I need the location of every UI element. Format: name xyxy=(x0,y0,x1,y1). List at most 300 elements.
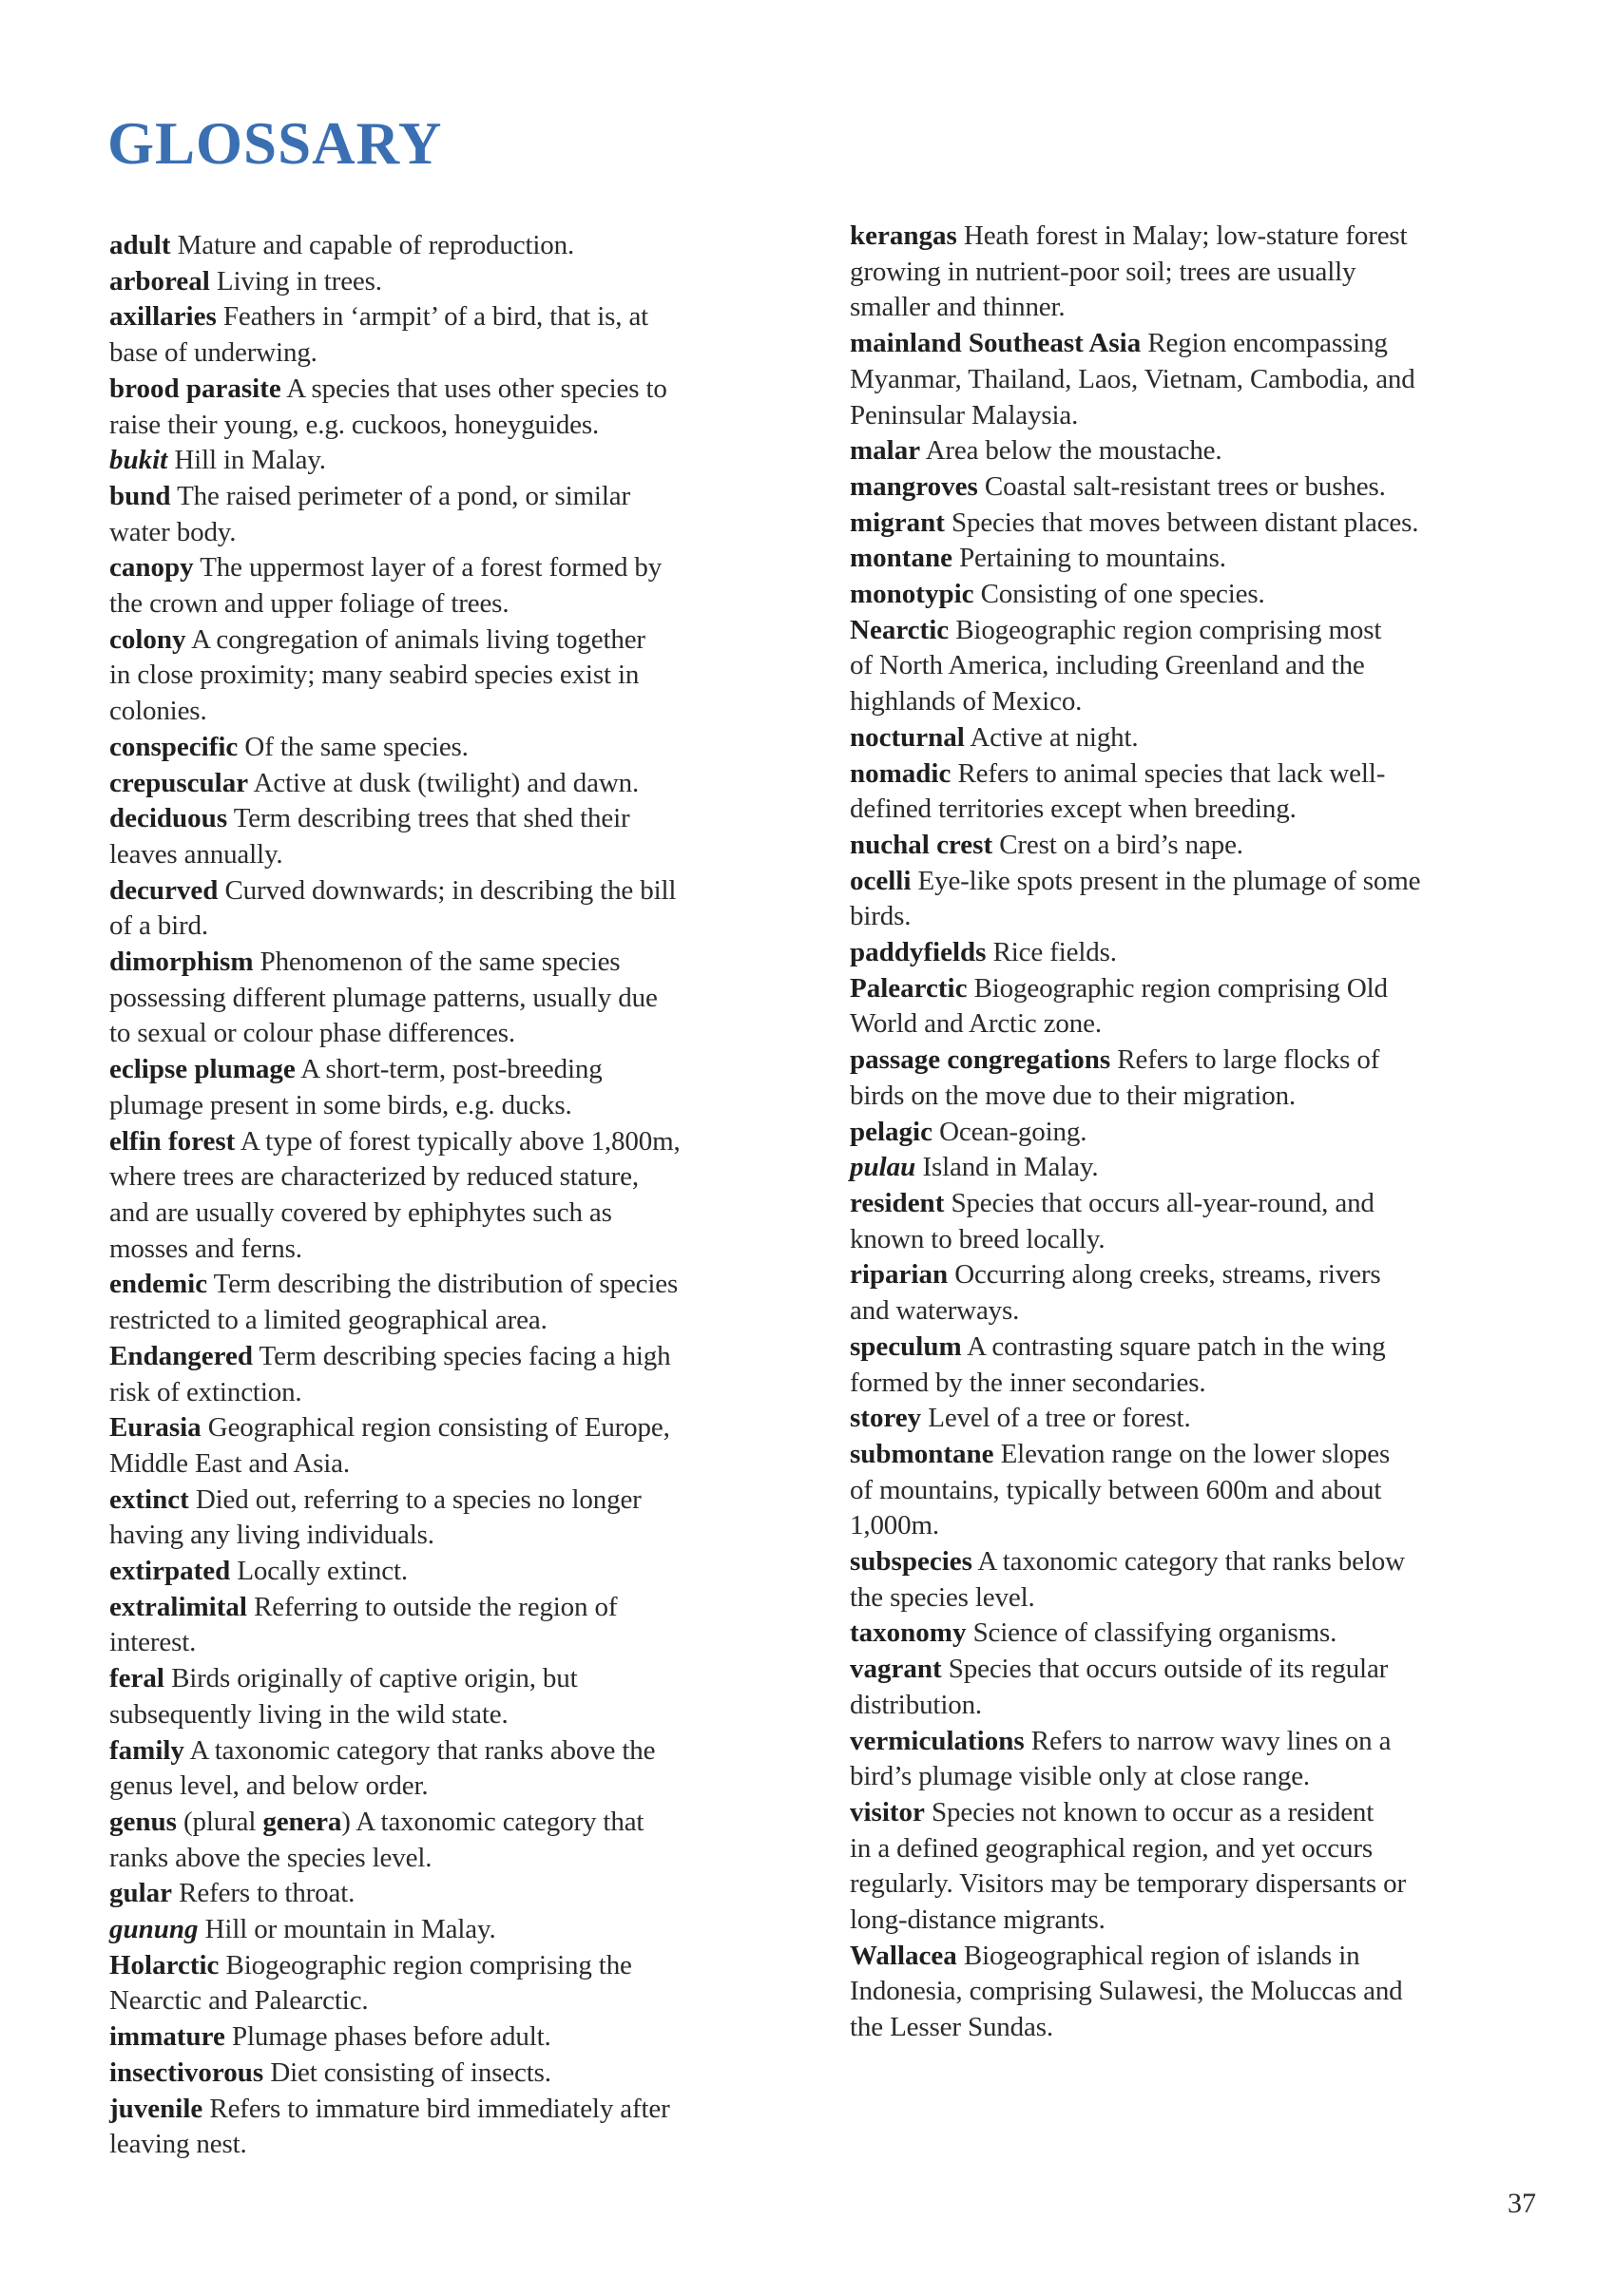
glossary-term: Wallacea xyxy=(850,1940,957,1971)
definition-text: Curved downwards; in describing the bill xyxy=(224,874,677,906)
glossary-entry xyxy=(109,730,794,766)
definition-text: Island in Malay. xyxy=(922,1152,1099,1183)
glossary-term: passage congregations xyxy=(850,1044,1111,1076)
glossary-entry xyxy=(850,1616,1534,1652)
glossary-term: genus xyxy=(109,1806,177,1837)
glossary-term: nomadic xyxy=(850,757,952,789)
glossary-entry xyxy=(109,801,794,872)
entry-first-line xyxy=(850,828,1534,864)
entry-continuation-line xyxy=(109,1769,794,1805)
glossary-entry xyxy=(850,1150,1534,1186)
definition-text: Biogeographical region of islands in xyxy=(963,1940,1360,1971)
entry-first-line xyxy=(109,1661,794,1697)
glossary-entry xyxy=(109,1339,794,1410)
glossary-term: family xyxy=(109,1734,184,1766)
entry-first-line xyxy=(109,372,794,408)
glossary-term: bukit xyxy=(109,445,168,476)
glossary-term: taxonomy xyxy=(850,1617,967,1649)
definition-text: defined territories except when breeding. xyxy=(850,794,1297,825)
entry-first-line xyxy=(850,720,1534,756)
glossary-term: extralimital xyxy=(109,1591,247,1622)
glossary-term: deciduous xyxy=(109,803,228,834)
definition-text: Refers to immature bird immediately after xyxy=(209,2093,670,2124)
definition-text: where trees are characterized by reduced stature, xyxy=(109,1161,639,1193)
entry-continuation-line xyxy=(850,1293,1534,1330)
definition-text: Biogeographic region comprising the xyxy=(225,1949,632,1980)
entry-continuation-line xyxy=(109,586,794,622)
entry-continuation-line xyxy=(109,1232,794,1268)
glossary-term: extirpated xyxy=(109,1556,231,1587)
entry-continuation-line xyxy=(850,398,1534,434)
glossary-entry xyxy=(850,1652,1534,1723)
entry-continuation-line xyxy=(109,1625,794,1661)
definition-text: Locally extinct. xyxy=(237,1556,408,1587)
entry-first-line xyxy=(109,1805,794,1841)
definition-text: Occurring along creeks, streams, rivers xyxy=(954,1259,1381,1291)
glossary-entry xyxy=(850,541,1534,577)
definition-text: Refers to large flocks of xyxy=(1117,1044,1380,1076)
definition-text: Living in trees. xyxy=(216,265,382,297)
definition-text: of North America, including Greenland and the xyxy=(850,650,1365,681)
glossary-column-left xyxy=(109,228,794,2163)
entry-continuation-line xyxy=(850,792,1534,828)
glossary-column-right xyxy=(850,219,1534,2046)
glossary-entry xyxy=(850,1437,1534,1544)
entry-continuation-line xyxy=(850,899,1534,935)
glossary-term: eclipse plumage xyxy=(109,1054,296,1085)
glossary-term: canopy xyxy=(109,552,194,584)
definition-text: Peninsular Malaysia. xyxy=(850,399,1079,430)
entry-first-line xyxy=(109,1339,794,1375)
entry-continuation-line xyxy=(850,1831,1534,1867)
glossary-term: juvenile xyxy=(109,2093,203,2124)
glossary-entry xyxy=(109,1124,794,1268)
definition-text: and waterways. xyxy=(850,1295,1020,1327)
entry-first-line xyxy=(109,1876,794,1912)
entry-first-line xyxy=(850,1544,1534,1580)
entry-continuation-line xyxy=(109,1088,794,1124)
entry-first-line xyxy=(109,1124,794,1160)
definition-text: Area below the moustache. xyxy=(925,435,1222,467)
glossary-entry xyxy=(109,1410,794,1482)
glossary-entry xyxy=(109,873,794,945)
definition-text: Active at dusk (twilight) and dawn. xyxy=(253,767,640,798)
entry-first-line xyxy=(109,550,794,586)
entry-first-line xyxy=(850,433,1534,469)
entry-first-line xyxy=(850,1939,1534,1975)
entry-first-line xyxy=(850,971,1534,1007)
definition-text: ranks above the species level. xyxy=(109,1842,433,1873)
glossary-entry xyxy=(109,2019,794,2056)
definition-text: A type of forest typically above 1,800m, xyxy=(240,1125,681,1157)
glossary-term: crepuscular xyxy=(109,767,249,798)
glossary-term: ocelli xyxy=(850,865,912,896)
entry-continuation-line xyxy=(109,1303,794,1339)
definition-text: having any living individuals. xyxy=(109,1520,434,1551)
definition-text: interest. xyxy=(109,1627,197,1658)
definition-text: Refers to narrow wavy lines on a xyxy=(1030,1725,1392,1756)
definition-text: growing in nutrient-poor soil; trees are usually xyxy=(850,256,1356,287)
entry-first-line xyxy=(109,264,794,300)
entry-continuation-line xyxy=(850,1866,1534,1903)
glossary-term: immature xyxy=(109,2021,225,2053)
glossary-term: resident xyxy=(850,1187,945,1218)
definition-text: possessing different plumage patterns, usually due xyxy=(109,982,658,1013)
term-note-close: ) xyxy=(341,1806,351,1837)
glossary-entry xyxy=(850,613,1534,720)
entry-continuation-line xyxy=(850,1903,1534,1939)
glossary-entry xyxy=(109,1267,794,1338)
definition-text: Birds originally of captive origin, but xyxy=(171,1663,578,1694)
entry-first-line xyxy=(850,864,1534,900)
definition-text: regularly. Visitors may be temporary dispersants or xyxy=(850,1868,1406,1900)
definition-text: the Lesser Sundas. xyxy=(850,2012,1053,2043)
glossary-entry xyxy=(109,2092,794,2163)
glossary-entry xyxy=(850,971,1534,1043)
entry-continuation-line xyxy=(850,1222,1534,1258)
entry-first-line xyxy=(109,1590,794,1626)
glossary-term: riparian xyxy=(850,1259,949,1291)
glossary-term: extinct xyxy=(109,1483,189,1515)
glossary-term: submontane xyxy=(850,1438,994,1469)
definition-text: Refers to throat. xyxy=(179,1878,356,1909)
glossary-entry xyxy=(109,1483,794,1554)
definition-text: in close proximity; many seabird species exist in xyxy=(109,660,640,691)
definition-text: of mountains, typically between 600m and about xyxy=(850,1474,1382,1505)
definition-text: Species that occurs all-year-round, and xyxy=(951,1187,1375,1218)
glossary-term: colony xyxy=(109,623,186,655)
definition-text: Nearctic and Palearctic. xyxy=(109,1985,369,2017)
glossary-entry xyxy=(850,326,1534,433)
entry-continuation-line xyxy=(109,335,794,372)
entry-first-line xyxy=(850,935,1534,971)
definition-text: long-distance migrants. xyxy=(850,1904,1106,1936)
glossary-entry xyxy=(109,1554,794,1590)
glossary-term: vermiculations xyxy=(850,1725,1025,1756)
glossary-entry xyxy=(850,1115,1534,1151)
glossary-term: pulau xyxy=(850,1152,916,1183)
glossary-entry xyxy=(850,1330,1534,1401)
definition-text: Biogeographic region comprising most xyxy=(955,614,1382,645)
definition-text: Diet consisting of insects. xyxy=(270,2057,551,2088)
glossary-term: insectivorous xyxy=(109,2057,264,2088)
entry-first-line xyxy=(109,1267,794,1303)
entry-continuation-line xyxy=(109,1983,794,2019)
entry-continuation-line xyxy=(109,515,794,551)
glossary-term: visitor xyxy=(850,1796,925,1827)
glossary-entry xyxy=(109,1052,794,1123)
entry-first-line xyxy=(109,299,794,335)
glossary-term: subspecies xyxy=(850,1546,972,1578)
entry-continuation-line xyxy=(109,1016,794,1052)
definition-text: water body. xyxy=(109,516,237,547)
glossary-entry xyxy=(109,479,794,550)
glossary-term: vagrant xyxy=(850,1654,942,1685)
glossary-entry xyxy=(109,1661,794,1732)
glossary-entry xyxy=(850,935,1534,971)
definition-text: A species that uses other species to xyxy=(286,373,667,404)
term-plural: genera xyxy=(262,1806,342,1837)
glossary-term: bund xyxy=(109,480,171,511)
definition-text: Term describing species facing a high xyxy=(259,1340,671,1371)
entry-first-line xyxy=(850,1043,1534,1079)
entry-first-line xyxy=(850,1437,1534,1473)
entry-first-line xyxy=(850,1115,1534,1151)
entry-first-line xyxy=(850,219,1534,255)
entry-first-line xyxy=(109,1554,794,1590)
definition-text: A taxonomic category that ranks below xyxy=(977,1546,1405,1578)
definition-text: Middle East and Asia. xyxy=(109,1447,350,1479)
entry-first-line xyxy=(109,1948,794,1984)
entry-first-line xyxy=(109,1912,794,1948)
definition-text: Elevation range on the lower slopes xyxy=(1000,1438,1391,1469)
definition-text: Mature and capable of reproduction. xyxy=(177,230,575,260)
glossary-term: speculum xyxy=(850,1330,962,1362)
term-note: (plural xyxy=(183,1806,263,1837)
entry-continuation-line xyxy=(109,981,794,1017)
definition-text: highlands of Mexico. xyxy=(850,686,1083,718)
definition-text: the crown and upper foliage of trees. xyxy=(109,588,509,620)
entry-first-line xyxy=(109,2056,794,2092)
entry-continuation-line xyxy=(109,1518,794,1554)
definition-text: Phenomenon of the same species xyxy=(260,947,621,978)
page-number: 37 xyxy=(1508,2188,1536,2219)
glossary-entry xyxy=(109,372,794,443)
definition-text: A contrasting square patch in the wing xyxy=(967,1330,1386,1362)
entry-continuation-line xyxy=(850,1508,1534,1544)
glossary-term: dimorphism xyxy=(109,947,254,978)
entry-continuation-line xyxy=(109,1196,794,1232)
glossary-term: paddyfields xyxy=(850,937,987,968)
definition-text: raise their young, e.g. cuckoos, honeyguides. xyxy=(109,409,600,440)
definition-text: base of underwing. xyxy=(109,337,317,369)
definition-text: colonies. xyxy=(109,696,207,727)
glossary-term: Nearctic xyxy=(850,614,950,645)
definition-text: Level of a tree or forest. xyxy=(928,1403,1191,1434)
glossary-entry xyxy=(850,469,1534,506)
entry-first-line xyxy=(109,622,794,659)
definition-text: Science of classifying organisms. xyxy=(972,1617,1337,1649)
definition-text: of a bird. xyxy=(109,910,208,942)
glossary-entry xyxy=(109,2056,794,2092)
glossary-entry xyxy=(109,299,794,371)
definition-text: Ocean-going. xyxy=(939,1116,1087,1147)
entry-first-line xyxy=(109,873,794,909)
entry-continuation-line xyxy=(850,1006,1534,1043)
definition-text: leaves annually. xyxy=(109,838,283,870)
entry-continuation-line xyxy=(850,1759,1534,1795)
definition-text: risk of extinction. xyxy=(109,1376,302,1407)
glossary-term: endemic xyxy=(109,1269,208,1300)
definition-text: in a defined geographical region, and yet occurs xyxy=(850,1832,1374,1864)
entry-first-line xyxy=(109,730,794,766)
definition-text: Hill in Malay. xyxy=(174,445,326,476)
definition-text: The uppermost layer of a forest formed by xyxy=(200,552,663,584)
entry-first-line xyxy=(109,1733,794,1770)
definition-text: Species that occurs outside of its regular xyxy=(948,1654,1389,1685)
glossary-term: axillaries xyxy=(109,301,217,333)
entry-first-line xyxy=(850,1795,1534,1831)
glossary-term: brood parasite xyxy=(109,373,281,404)
definition-text: mosses and ferns. xyxy=(109,1233,302,1264)
glossary-term: Palearctic xyxy=(850,972,968,1004)
definition-text: Biogeographic region comprising Old xyxy=(973,972,1388,1004)
glossary-term: arboreal xyxy=(109,265,210,297)
definition-text: Died out, referring to a species no longer xyxy=(195,1483,642,1515)
glossary-term: malar xyxy=(850,435,921,467)
glossary-entry xyxy=(109,1948,794,2019)
glossary-term: conspecific xyxy=(109,731,239,762)
glossary-term: pelagic xyxy=(850,1116,932,1147)
glossary-entry xyxy=(109,1912,794,1948)
definition-text: Feathers in ‘armpit’ of a bird, that is, at xyxy=(222,301,649,333)
entry-continuation-line xyxy=(109,837,794,873)
glossary-term: adult xyxy=(109,230,171,260)
entry-continuation-line xyxy=(109,909,794,945)
definition-text: birds on the move due to their migration. xyxy=(850,1080,1297,1111)
definition-text: A short-term, post-breeding xyxy=(300,1054,603,1085)
glossary-entry xyxy=(850,1043,1534,1114)
definition-text: known to breed locally. xyxy=(850,1223,1106,1254)
definition-text: Active at night. xyxy=(970,721,1139,753)
entry-first-line xyxy=(109,2019,794,2056)
page-title: GLOSSARY xyxy=(107,110,443,177)
glossary-entry xyxy=(109,550,794,622)
entry-continuation-line xyxy=(850,684,1534,720)
glossary-term: Endangered xyxy=(109,1340,253,1371)
definition-text: restricted to a limited geographical area. xyxy=(109,1305,548,1336)
definition-text: Crest on a bird’s nape. xyxy=(999,829,1243,860)
entry-first-line xyxy=(850,1330,1534,1366)
definition-text: World and Arctic zone. xyxy=(850,1008,1102,1040)
entry-first-line xyxy=(850,1652,1534,1688)
entry-first-line xyxy=(850,1150,1534,1186)
definition-text: A taxonomic category that xyxy=(356,1806,644,1837)
entry-first-line xyxy=(109,945,794,981)
entry-continuation-line xyxy=(850,648,1534,684)
definition-text: Refers to animal species that lack well- xyxy=(957,757,1386,789)
glossary-term: montane xyxy=(850,543,952,574)
definition-text: A congregation of animals living together xyxy=(191,623,645,655)
glossary-term: gular xyxy=(109,1878,173,1909)
entry-continuation-line xyxy=(850,1079,1534,1115)
entry-first-line xyxy=(850,506,1534,542)
entry-first-line xyxy=(850,1257,1534,1293)
glossary-term: decurved xyxy=(109,874,219,906)
entry-continuation-line xyxy=(850,1688,1534,1724)
entry-first-line xyxy=(109,1052,794,1088)
glossary-entry xyxy=(850,756,1534,828)
definition-text: plumage present in some birds, e.g. ducks. xyxy=(109,1089,572,1120)
definition-text: Region encompassing xyxy=(1147,328,1388,359)
entry-continuation-line xyxy=(109,658,794,694)
glossary-entry xyxy=(109,443,794,479)
definition-text: and are usually covered by ephiphytes such as xyxy=(109,1196,612,1228)
glossary-term: monotypic xyxy=(850,579,974,610)
entry-first-line xyxy=(850,1186,1534,1222)
glossary-entry xyxy=(850,828,1534,864)
glossary-entry xyxy=(109,1590,794,1661)
definition-text: Pertaining to mountains. xyxy=(959,543,1226,574)
glossary-entry xyxy=(109,264,794,300)
glossary-entry xyxy=(850,1724,1534,1795)
glossary-entry xyxy=(850,577,1534,613)
definition-text: formed by the inner secondaries. xyxy=(850,1367,1206,1398)
glossary-entry xyxy=(850,1795,1534,1939)
entry-continuation-line xyxy=(109,1159,794,1196)
definition-text: Eye-like spots present in the plumage of some xyxy=(917,865,1421,896)
entry-continuation-line xyxy=(850,1473,1534,1509)
definition-text: distribution. xyxy=(850,1689,983,1720)
glossary-entry xyxy=(850,1257,1534,1329)
glossary-term: gunung xyxy=(109,1914,199,1945)
entry-continuation-line xyxy=(850,1974,1534,2010)
entry-continuation-line xyxy=(850,255,1534,291)
definition-text: Hill or mountain in Malay. xyxy=(204,1914,496,1945)
entry-continuation-line xyxy=(109,2127,794,2163)
definition-text: A taxonomic category that ranks above the xyxy=(189,1734,656,1766)
glossary-entry xyxy=(109,945,794,1052)
definition-text: leaving nest. xyxy=(109,2129,247,2160)
definition-text: to sexual or colour phase differences. xyxy=(109,1018,515,1049)
glossary-term: Eurasia xyxy=(109,1412,202,1444)
entry-continuation-line xyxy=(109,694,794,730)
entry-first-line xyxy=(850,1401,1534,1437)
definition-text: genus level, and below order. xyxy=(109,1770,429,1802)
glossary-term: nuchal crest xyxy=(850,829,993,860)
entry-first-line xyxy=(850,613,1534,649)
definition-text: Coastal salt-resistant trees or bushes. xyxy=(984,470,1386,502)
glossary-entry xyxy=(109,1805,794,1876)
glossary-entry xyxy=(109,766,794,802)
entry-continuation-line xyxy=(109,1841,794,1877)
glossary-term: elfin forest xyxy=(109,1125,236,1157)
glossary-term: nocturnal xyxy=(850,721,965,753)
entry-continuation-line xyxy=(109,408,794,444)
glossary-entry xyxy=(109,1876,794,1912)
definition-text: bird’s plumage visible only at close range. xyxy=(850,1761,1311,1792)
glossary-term: mainland Southeast Asia xyxy=(850,328,1142,359)
glossary-entry xyxy=(850,506,1534,542)
entry-first-line xyxy=(850,577,1534,613)
definition-text: birds. xyxy=(850,901,912,932)
glossary-term: Holarctic xyxy=(109,1949,220,1980)
entry-first-line xyxy=(850,469,1534,506)
definition-text: Term describing trees that shed their xyxy=(233,803,630,834)
definition-text: the species level. xyxy=(850,1581,1035,1613)
definition-text: Consisting of one species. xyxy=(980,579,1265,610)
entry-first-line xyxy=(850,326,1534,362)
glossary-entry xyxy=(109,1733,794,1805)
definition-text: Geographical region consisting of Europe, xyxy=(207,1412,670,1444)
glossary-term: mangroves xyxy=(850,470,978,502)
glossary-entry xyxy=(850,864,1534,935)
entry-continuation-line xyxy=(109,1375,794,1411)
definition-text: Term describing the distribution of species xyxy=(213,1269,679,1300)
entry-first-line xyxy=(109,801,794,837)
definition-text: Rice fields. xyxy=(992,937,1117,968)
glossary-term: feral xyxy=(109,1663,164,1694)
definition-text: Indonesia, comprising Sulawesi, the Moluccas and xyxy=(850,1976,1403,2007)
glossary-entry xyxy=(850,1939,1534,2046)
glossary-entry xyxy=(850,219,1534,326)
entry-continuation-line xyxy=(850,1366,1534,1402)
entry-continuation-line xyxy=(850,1580,1534,1617)
entry-first-line xyxy=(109,479,794,515)
definition-text: 1,000m. xyxy=(850,1510,940,1541)
definition-text: Species that moves between distant places. xyxy=(951,507,1419,538)
glossary-term: storey xyxy=(850,1403,922,1434)
